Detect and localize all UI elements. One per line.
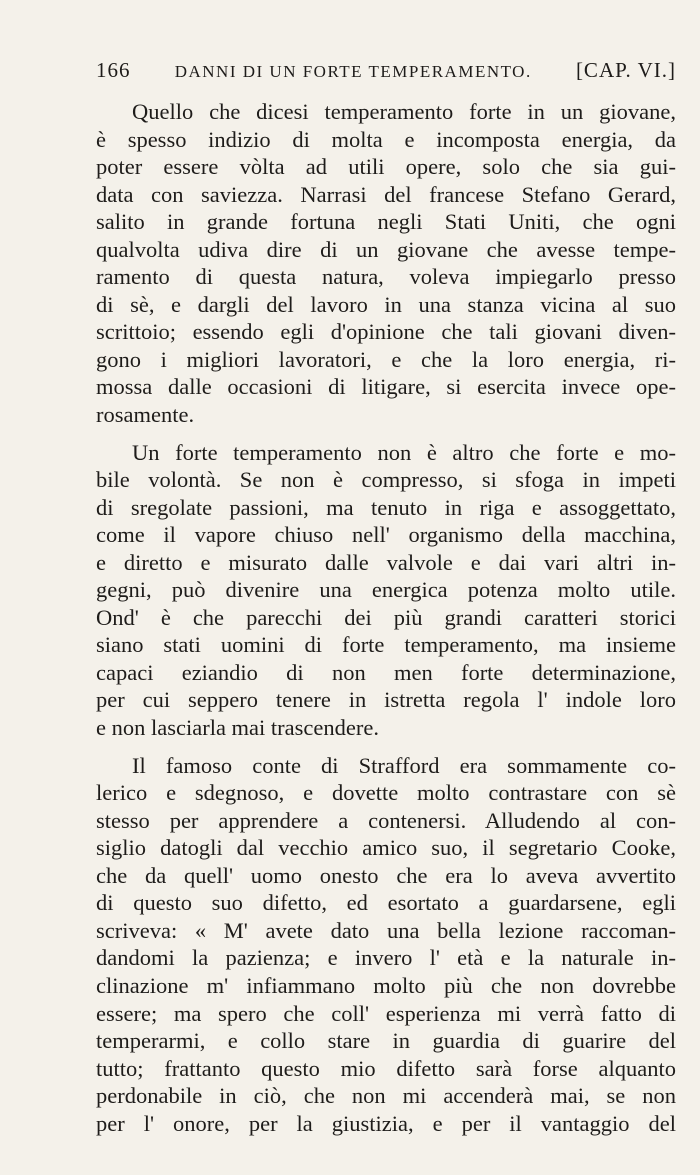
text-line: siano stati uomini di forte temperamento, ma insieme (96, 632, 676, 658)
text-line: che da quell' uomo onesto che era lo aveva avvertito (96, 862, 676, 888)
text-line: di sè, e dargli del lavoro in una stanza vicina al suo (96, 291, 676, 317)
text-line: temperarmi, e collo stare in guardia di guarire del (96, 1028, 676, 1054)
text-line: mossa dalle occasioni di litigare, si esercita invece ope- (96, 374, 676, 400)
text-line: ramento di questa natura, voleva impiegarlo presso (96, 264, 676, 290)
text-line: di sregolate passioni, ma tenuto in riga e assoggettato, (96, 494, 676, 520)
text-line: come il vapore chiuso nell' organismo della macchina, (96, 522, 676, 548)
running-title: DANNI DI UN FORTE TEMPERAMENTO. (174, 62, 532, 81)
text-line: gono i migliori lavoratori, e che la loro energia, ri- (96, 346, 676, 372)
text-line: è spesso indizio di molta e incomposta energia, da (96, 126, 676, 152)
page-number: 166 (96, 58, 131, 82)
text-line: lerico e sdegnoso, e dovette molto contrastare con sè (96, 780, 676, 806)
text-line: gegni, può divenire una energica potenza molto utile. (96, 577, 676, 603)
text-line: per cui seppero tenere in istretta regola l' indole loro (96, 687, 676, 713)
text-line: Il famoso conte di Strafford era sommamente co- (132, 752, 676, 778)
text-line: per l' onore, per la giustizia, e per il vantaggio del (96, 1110, 676, 1136)
text-line: e non lasciarla mai trascendere. (96, 715, 379, 741)
text-line: tutto; frattanto questo mio difetto sarà forse alquanto (96, 1055, 676, 1081)
text-line: Ond' è che parecchi dei più grandi caratteri storici (96, 604, 676, 630)
text-line: e diretto e misurato dalle valvole e dai vari altri in- (96, 549, 676, 575)
text-line: dandomi la pazienza; e invero l' età e la naturale in- (96, 945, 676, 971)
paragraph (96, 98, 676, 429)
text-line: scriveva: « M' avete dato una bella lezione raccoman- (96, 917, 676, 943)
text-line: Quello che dicesi temperamento forte in un giovane, (132, 99, 676, 124)
chapter-label: [CAP. VI.] (575, 58, 676, 82)
text-line: scrittoio; essendo egli d'opinione che tali giovani diven- (96, 319, 676, 345)
paragraph (96, 752, 676, 1138)
text-line: data con saviezza. Narrasi del francese Stefano Gerard, (96, 181, 676, 207)
text-line: clinazione m' infiammano molto più che non dovrebbe (96, 972, 676, 998)
text-line: Un forte temperamento non è altro che forte e mo- (132, 439, 676, 465)
text-line: poter essere vòlta ad utili opere, solo che sia gui- (96, 154, 676, 180)
text-line: capaci eziandio di non men forte determinazione, (96, 659, 676, 685)
text-line: siglio datogli dal vecchio amico suo, il segretario Cooke, (96, 835, 676, 861)
page-body (96, 98, 676, 1137)
text-line: essere; ma spero che coll' esperienza mi verrà fatto di (96, 1000, 676, 1026)
text-line: stesso per apprendere a contenersi. Alludendo al con- (96, 807, 676, 833)
text-line: bile volontà. Se non è compresso, si sfoga in impeti (96, 467, 676, 493)
running-header (96, 58, 676, 83)
text-line: perdonabile in ciò, che non mi accenderà mai, se non (96, 1083, 676, 1109)
text-line: di questo suo difetto, ed esortato a guardarsene, egli (96, 890, 676, 916)
text-line: qualvolta udiva dire di un giovane che avesse tempe- (96, 236, 676, 262)
text-line: rosamente. (96, 402, 195, 428)
text-line: salito in grande fortuna negli Stati Uniti, che ogni (96, 209, 676, 235)
paragraph (96, 439, 676, 742)
